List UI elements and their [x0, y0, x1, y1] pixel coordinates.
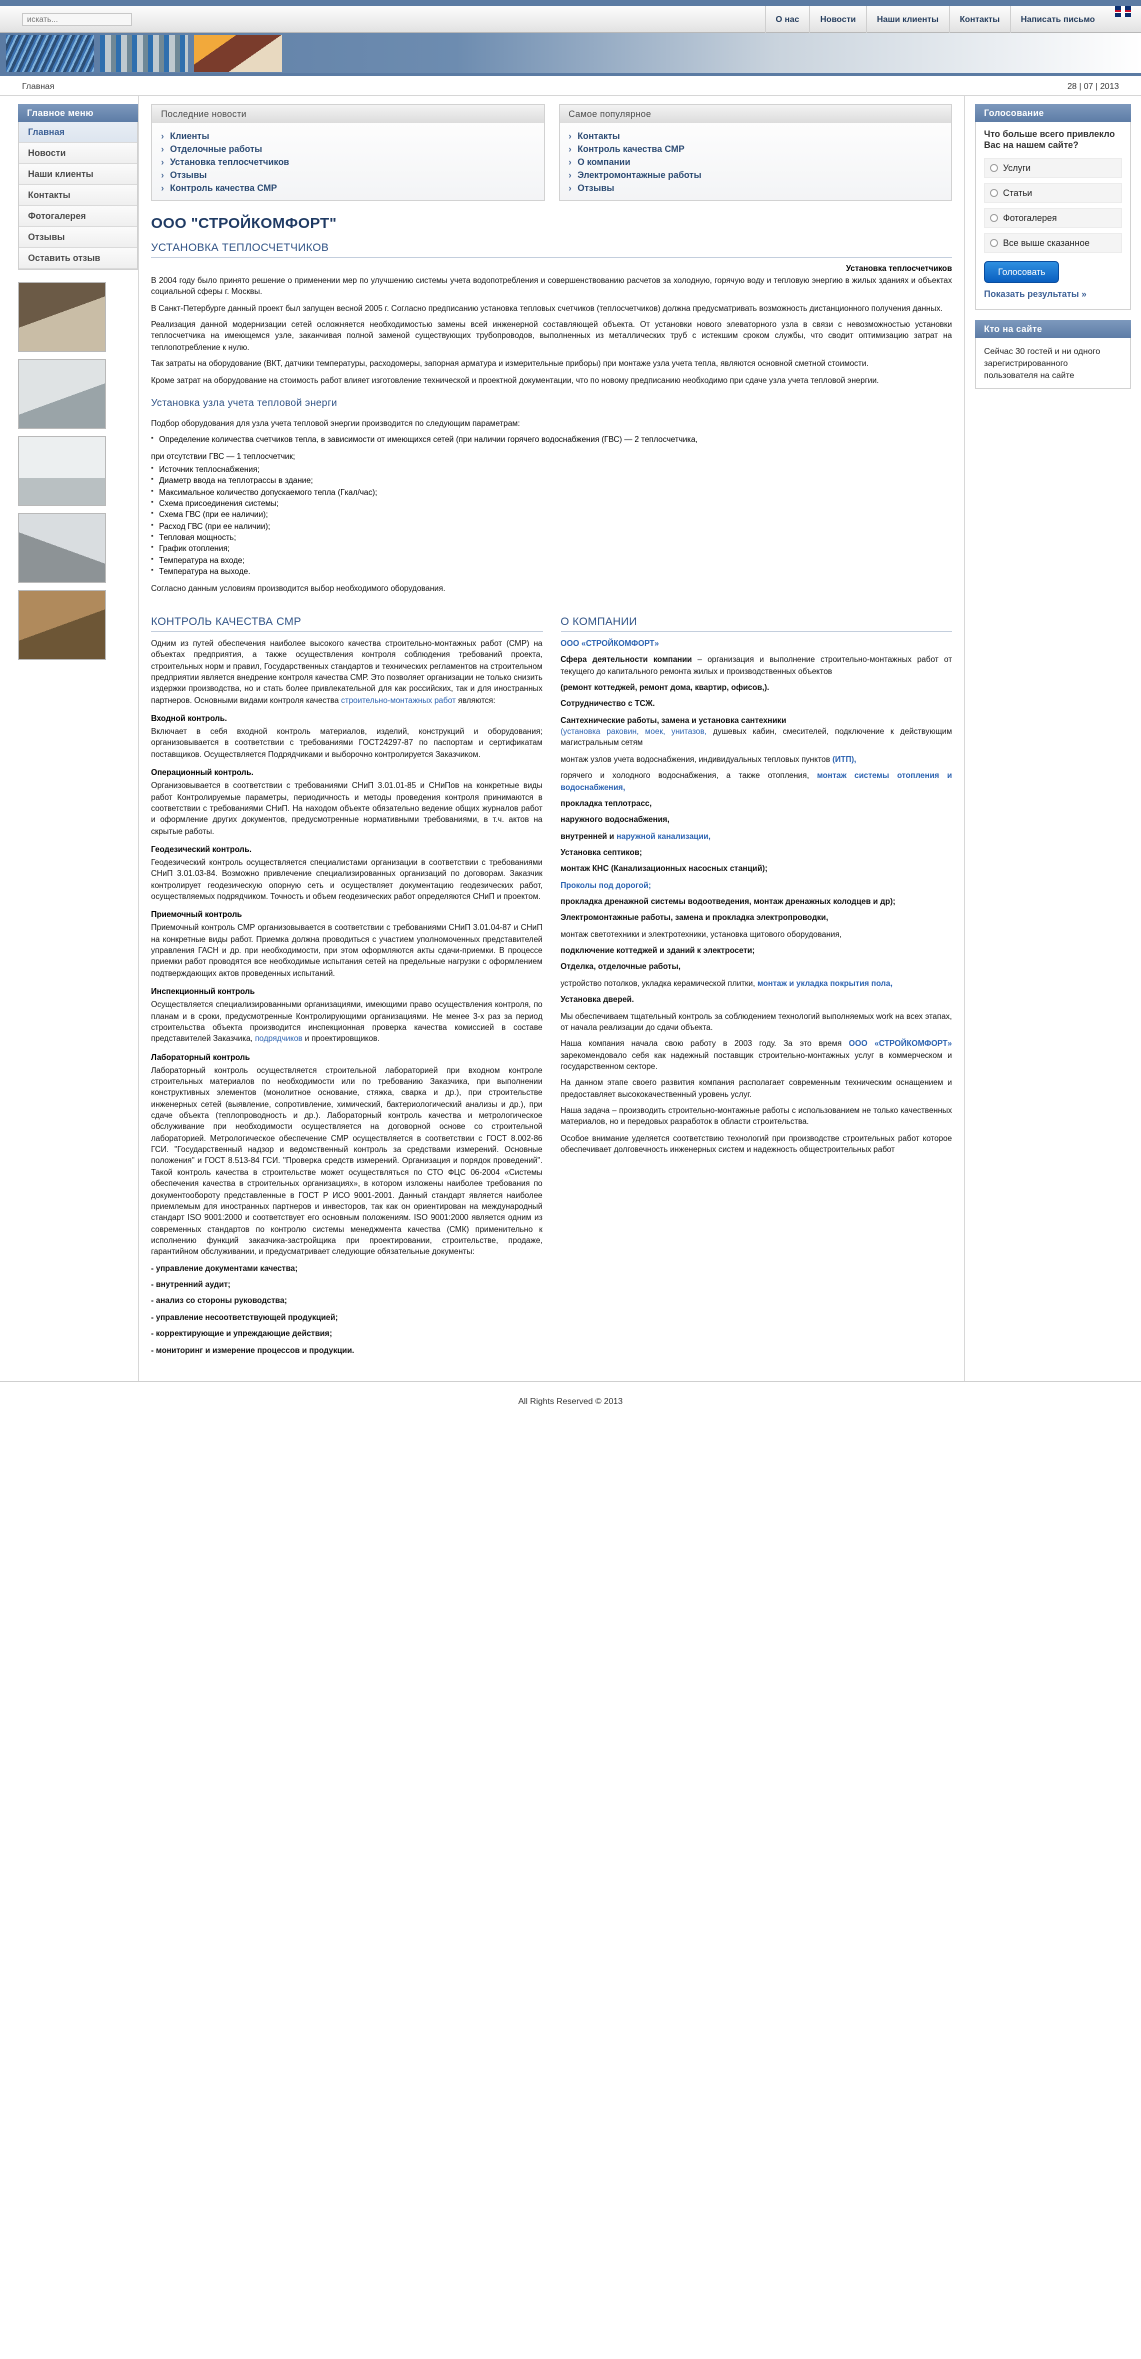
news-widget-title: Последние новости: [151, 104, 545, 123]
service-title: внутренней и: [560, 831, 615, 841]
smr-column: [151, 606, 543, 1361]
heat-parameters-list-2: [151, 464, 952, 578]
who-online-text: Сейчас 30 гостей и ни одного зарегистрированного пользователя на сайте: [975, 338, 1131, 390]
section-heading-heatmeters: УСТАНОВКА ТЕПЛОСЧЕТЧИКОВ: [151, 242, 952, 258]
service-text: горячего и холодного водоснабжения, а также отопления,: [560, 771, 810, 781]
list-item: ▪ Схема ГВС (при ее наличии);: [151, 509, 952, 520]
smr-block-link[interactable]: подрядчиков: [254, 1034, 303, 1044]
list-item: ▪ Температура на входе;: [151, 555, 952, 566]
list-item: ▪ Определение количества счетчиков тепла, в зависимости от имеющихся сетей (при наличии горячего водоснабжения (ГВС) — 2 теплосчетчика,: [151, 434, 952, 445]
list-item[interactable]: [560, 155, 952, 168]
smr-block-text: Геодезический контроль осуществляется специалистами организации в соответствии с требованиями СНиП 3.01.03-84. Возможно привлечение специализированных организаций по договорам. Заказчик контролирует геодезическую опорную сеть и осуществляет документацию геодезических работ, осуществляемых подрядчиком. Точность и объем геодезических работ определяются СНиП и проектом.: [151, 857, 543, 902]
popular-link[interactable]: О компании: [577, 156, 631, 167]
smr-intro-tail: являются:: [458, 695, 496, 705]
service-item: [561, 978, 953, 989]
radio-icon[interactable]: [990, 239, 998, 247]
about-history-2: На данном этапе своего развития компания располагает современным техническим оснащением и предоставляет высококачественный уровень услуг.: [560, 1078, 952, 1099]
poll-title: Голосование: [975, 104, 1131, 122]
service-item: [561, 770, 953, 793]
smr-block-text: Лабораторный контроль осуществляется строительной лабораторией при входном контроле строительных материалов по необходимости или по требованию Заказчика, при выполнении конструктивных элементов (монолитное основание, стяжка, сварка и др.), при строительстве инженерных сетей (выявление, сопротивление, химический, бактериологический анализы и др.), при сдаче объекта (теплопроводность и др.). Лабораторный контроль качества и метрологическое обслуживание при необходимости осуществляется на договорной основе со строительной лабораторией. Метрологическое обеспечение СМР осуществляется в соответствии с ГОСТ 8.002-86 ГСИ. "Государственный надзор и ведомственный контроль за средствами измерений. Основные положения" и ГОСТ 8.513-84 ГСИ. "Проверка средств измерений. Организация и порядок проведений". Такой контроль качества в строительстве может осуществляться по СТО ФЦС 06-2004 «Системы обеспечения качества в строительных организациях», в котором изложены наиболее требования по документообороту представленные в ГОСТ Р ИСО 9001-2001. Данный стандарт является наиболее приемлемым для иностранных партнеров и инвесторов, так как он ориентирован на международный стандарт ISO 9001:2000 и соответствует его основным положениям. ISO 9001:2000 является одним из современных стандартов по контролю системы менеджмента качества (СМК) применительно к исполнению функций заказчика-застройщика при проектировании, строительстве, продаже, гарантийном обслуживании, и предусматривает следующие обязательные документы:: [151, 1065, 543, 1257]
popular-link[interactable]: Контакты: [577, 130, 620, 141]
uk-flag-icon[interactable]: [1115, 6, 1131, 17]
service-item: [561, 715, 953, 749]
smr-block-text: Приемочный контроль СМР организовывается в соответствии с требованиями СНиП 3.01.04-87 и СНиП на конкретные виды работ. Приемка должна проводиться с участием уполномоченных представителей управления ГАСН и др. при необходимости, при этом оформляются акты сдачи-приемки. В процессе приемки работ проводятся все необходимые испытания сетей на предельные нагрузки с оформлением подтверждающих актов проведенных испытаний.: [151, 923, 543, 978]
service-item: монтаж КНС (Канализационных насосных станций);: [560, 864, 768, 874]
sidebar-item-leave-review[interactable]: Оставить отзыв: [19, 248, 137, 269]
radio-icon[interactable]: [990, 189, 998, 197]
list-item[interactable]: [152, 129, 544, 142]
smr-block-body: Осуществляется специализированными организациями, имеющими право осуществления контроля, по планам и в сроки, предусмотренные Контролирующими организациями. Не менее 3-х раз за период строительства объекта производится инспекционная проверка качества комиссией в составе представителей Заказчика,: [151, 1000, 543, 1044]
show-results-link[interactable]: Показать результаты »: [984, 288, 1087, 299]
about-company-link[interactable]: ООО «СТРОЙКОМФОРТ»: [560, 638, 659, 648]
poll-option-services[interactable]: [984, 158, 1122, 178]
service-link[interactable]: (ИТП),: [832, 754, 857, 764]
section-heading-smr: КОНТРОЛЬ КАЧЕСТВА СМР: [151, 616, 543, 632]
gallery-thumb[interactable]: [18, 436, 106, 506]
list-item: ▪ Расход ГВС (при ее наличии);: [151, 521, 952, 532]
news-link[interactable]: Контроль качества СМР: [170, 182, 277, 193]
sidebar-item-gallery[interactable]: Фотогалерея: [19, 206, 137, 227]
popular-widget: [559, 104, 953, 201]
current-date: 28 | 07 | 2013: [1067, 80, 1119, 91]
service-item: монтаж светотехники и электротехники, установка щитового оборудования,: [560, 929, 842, 939]
list-item[interactable]: [152, 142, 544, 155]
smr-block-title: Операционный контроль.: [151, 768, 254, 778]
gallery-thumb[interactable]: [18, 513, 106, 583]
page-layout: [0, 96, 1141, 1381]
service-item: подключение коттеджей и зданий к электросети;: [560, 946, 755, 956]
list-item[interactable]: [152, 181, 544, 194]
smr-block-text: Включает в себя входной контроль материалов, изделий, конструкций и оборудования; организовывается в соответствии с требованиями ГОСТ24297-87 по паспортам и сертификатам поставщиков. Осуществляется Подрядчиками и выборочно контролируется Заказчиком.: [151, 727, 543, 759]
right-sidebar: [965, 96, 1141, 1381]
smr-tail-item: - анализ со стороны руководства;: [151, 1296, 288, 1306]
poll-option-label: Все выше сказанное: [1003, 237, 1090, 248]
service-item: Отделка, отделочные работы,: [560, 962, 681, 972]
service-item: Установка дверей.: [560, 995, 634, 1005]
service-link[interactable]: наружной канализации,: [616, 831, 711, 841]
history-company-link[interactable]: ООО «СТРОЙКОМФОРТ»: [848, 1039, 952, 1049]
history-text-b: зарекомендовало себя как надежный поставщик строительно-монтажных услуг в коммерческом и государственном секторе.: [560, 1050, 952, 1071]
about-scope: [561, 654, 953, 677]
poll-option-gallery[interactable]: [984, 208, 1122, 228]
smr-block-title: Приемочный контроль: [151, 910, 242, 920]
left-gutter: [0, 96, 18, 1381]
about-history-4: Особое внимание уделяется соответствию технологий при производстве строительных работ которое обеспечивает долговечность инженерных систем и надежность общестроительных работ: [560, 1133, 952, 1155]
news-link[interactable]: Установка теплосчетчиков: [170, 156, 290, 167]
list-item: ▪ Тепловая мощность;: [151, 532, 952, 543]
list-item[interactable]: [152, 155, 544, 168]
smr-intro-text: Одним из путей обеспечения наиболее высокого качества строительно-монтажных работ (СМР) на объектах предприятия, а также осуществления контроля соблюдения требований проекта, строительных норм и правил, Государственных стандартов и технических регламентов на строительном предприятии является внедрение контроля качества СМР. Это позволяет организации не только снизить издержки производства, но и стать более привлекательной для как российских, так и для иностранных партнеров. Основными видами контроля качества: [151, 638, 543, 705]
section-heading-about: О КОМПАНИИ: [561, 616, 953, 632]
news-link[interactable]: Отзывы: [170, 169, 207, 180]
poll-option-label: Услуги: [1003, 162, 1031, 173]
gallery-thumb[interactable]: [18, 282, 106, 352]
page-title: ООО "СТРОЙКОМФОРТ": [151, 215, 337, 232]
news-widget: [151, 104, 545, 201]
main-content: [138, 96, 965, 1381]
breadcrumb-current[interactable]: Главная: [22, 80, 55, 91]
poll-option-label: Фотогалерея: [1003, 212, 1057, 223]
list-item: ▪ График отопления;: [151, 543, 952, 554]
header-banner: [0, 33, 1141, 76]
list-item[interactable]: [560, 181, 952, 194]
service-item: Установка септиков;: [560, 847, 643, 857]
gallery-thumb[interactable]: [18, 590, 106, 660]
heat-closing: Согласно данным условиям производится выбор необходимого оборудования.: [151, 583, 446, 593]
banner-photo-electrical: [6, 35, 94, 72]
poll-widget: [975, 122, 1131, 310]
popular-link[interactable]: Контроль качества СМР: [577, 143, 685, 154]
sidebar: [18, 96, 138, 1381]
service-item: наружного водоснабжения,: [560, 815, 670, 825]
list-item[interactable]: [152, 168, 544, 181]
poll-option-articles[interactable]: [984, 183, 1122, 203]
about-scope-note: (ремонт коттеджей, ремонт дома, квартир, офисов,).: [560, 682, 770, 692]
service-item: прокладка дренажной системы водоотведения, монтаж дренажных колодцев и др);: [560, 897, 896, 907]
smr-tail-item: - внутренний аудит;: [151, 1280, 231, 1290]
nav-item-contacts[interactable]: Контакты: [949, 6, 1010, 33]
service-link[interactable]: монтаж системы отопления и водоснабжения,: [560, 771, 952, 792]
sidebar-item-home[interactable]: Главная: [19, 122, 137, 143]
smr-intro-link[interactable]: строительно-монтажных работ: [341, 695, 456, 705]
popular-widget-body: [559, 123, 953, 201]
top-widgets-row: [151, 104, 952, 201]
list-item: ▪ Источник теплоснабжения;: [151, 464, 952, 475]
banner-photo-plumbing: [100, 35, 188, 72]
heat-paragraph: Реализация данной модернизации сетей осложняется необходимостью замены всей инженерной составляющей объекта. От установки нового элеваторного узла в связи с невозможностью установки теплосчетчика на имеющемся узле, заканчивая полной заменой существующих трубопроводов, выполненных из металлических труб с истекшим сроком службы, что сводит оптимизацию затрат на теплопотребление к нулю.: [151, 320, 952, 352]
smr-block-tail: и проектировщиков.: [304, 1034, 380, 1044]
heat-paragraph: В 2004 году было принято решение о применении мер по улучшению системы учета водопотребления и совершенствованию расчетов за холодную, горячую воду и тепловую энергию в жилых зданиях и объектах социальной сферы г. Москвы.: [151, 276, 952, 297]
smr-tail-item: - мониторинг и измерение процессов и продукции.: [151, 1345, 355, 1355]
service-item: прокладка теплотрасс,: [560, 798, 652, 808]
popular-link[interactable]: Электромонтажные работы: [577, 169, 702, 180]
history-text-a: Наша компания начала свою работу в 2003 году. За это время: [560, 1039, 842, 1049]
service-link[interactable]: монтаж и укладка покрытия пола,: [757, 978, 893, 988]
who-online-title: Кто на сайте: [975, 320, 1131, 338]
vote-button[interactable]: Голосовать: [984, 261, 1059, 283]
radio-icon[interactable]: [990, 214, 998, 222]
news-link[interactable]: Клиенты: [170, 130, 210, 141]
service-text: душевых кабин, смесителей, подключение к действующим магистральным сетям: [560, 727, 953, 748]
about-column: [561, 606, 953, 1361]
service-link[interactable]: Проколы под дорогой;: [560, 880, 652, 890]
smr-intro: [151, 638, 543, 706]
news-link[interactable]: Отделочные работы: [170, 143, 263, 154]
sidebar-item-reviews[interactable]: Отзывы: [19, 227, 137, 248]
nav-item-write-letter[interactable]: Написать письмо: [1010, 6, 1105, 33]
sidebar-item-clients[interactable]: Наши клиенты: [19, 164, 137, 185]
search-input[interactable]: [22, 13, 132, 26]
heat-paragraph: Так затраты на оборудование (ВКТ, датчики температуры, расходомеры, запорная арматура и измерительные приборы) при монтаже узла учета тепла, являются основной сметной стоимости.: [151, 359, 869, 369]
radio-icon[interactable]: [990, 164, 998, 172]
about-quality: Мы обеспечиваем тщательный контроль за соблюдением технологий выполняемых work на всех этапах, от начала реализации до сдачи объекта.: [560, 1011, 952, 1032]
smr-block-title: Геодезический контроль.: [151, 844, 252, 854]
service-item: [561, 831, 953, 842]
list-item: ▪ Схема присоединения системы;: [151, 498, 952, 509]
heat-parameters-list: [151, 434, 952, 445]
poll-option-all[interactable]: [984, 233, 1122, 253]
sidebar-item-contacts[interactable]: Контакты: [19, 185, 137, 206]
nav-item-clients[interactable]: Наши клиенты: [866, 6, 949, 33]
smr-block-title: Лабораторный контроль: [151, 1052, 250, 1062]
list-item[interactable]: [560, 129, 952, 142]
sidebar-title: Главное меню: [18, 104, 138, 122]
heat-node-intro: Подбор оборудования для узла учета тепловой энергии производится по следующим параметрам:: [151, 418, 520, 428]
smr-block-title: Инспекционный контроль: [151, 987, 255, 997]
service-link[interactable]: (установка раковин, моек, унитазов,: [560, 727, 707, 737]
popular-link[interactable]: Отзывы: [577, 182, 615, 193]
about-scope-text: – организация и выполнение строительно-монтажных работ от текущего до капитального ремонта жилых и производственных объектов: [560, 655, 952, 676]
two-column-section: [151, 606, 952, 1361]
service-item: Электромонтажные работы, замена и прокладка электропроводки,: [560, 913, 829, 923]
heat-lead: Установка теплосчетчиков: [846, 264, 952, 273]
poll-question: Что больше всего привлекло Вас на нашем сайте?: [984, 129, 1115, 151]
smr-block-title: Входной контроль.: [151, 714, 227, 724]
search-bar: [0, 6, 1141, 33]
service-text: устройство потолков, укладка керамической плитки,: [560, 978, 756, 988]
breadcrumb-bar: [0, 76, 1141, 96]
service-text: монтаж узлов учета водоснабжения, индивидуальных тепловых пунктов: [560, 754, 831, 764]
gallery-thumb[interactable]: [18, 359, 106, 429]
heat-bullet-note: при отсутствии ГВС — 1 теплосчетчик;: [151, 451, 296, 461]
smr-tail-item: - корректирующие и упреждающие действия;: [151, 1329, 333, 1339]
about-coop: Сотрудничество с ТСЖ.: [560, 699, 655, 709]
list-item: ▪ Температура на выходе.: [151, 566, 952, 577]
top-navigation: [765, 6, 1141, 33]
section-heading-heatnode: Установка узла учета тепловой энерги: [151, 397, 338, 409]
sidebar-item-news[interactable]: Новости: [19, 143, 137, 164]
about-scope-label: Сфера деятельности компании: [560, 655, 692, 665]
news-widget-body: [151, 123, 545, 201]
service-title: Сантехнические работы, замена и установка сантехники: [560, 715, 787, 725]
footer-copyright: All Rights Reserved © 2013: [518, 1395, 623, 1406]
about-history-1: [561, 1038, 953, 1072]
nav-item-news[interactable]: Новости: [809, 6, 866, 33]
list-item[interactable]: [560, 142, 952, 155]
list-item[interactable]: [560, 168, 952, 181]
smr-block-text: Организовывается в соответствии с требованиями СНиП 3.01.01-85 и СНиПов на конкретные виды работ Контролируемые параметры, периодичность и методы проведения контроля принимаются в соответствии с требованиями СНиП. На находом объекте обязательно ведение общих журналов работ и оформление других документов, предусмотренные нормативными требованиями, в т.ч. актов на скрытые работы.: [151, 781, 543, 836]
smr-tail-item: - управление документами качества;: [151, 1263, 298, 1273]
heat-paragraph: Кроме затрат на оборудование на стоимость работ влияет изготовление технической и проектной документации, что по новому предписанию необходимо при сдаче узла учета тепловой энергии.: [151, 375, 879, 385]
sidebar-menu: [18, 122, 138, 270]
about-history-3: Наша задача – производить строительно-монтажные работы с использованием не только качественных материалов, но и передовых разработок в области строительства.: [560, 1106, 952, 1127]
service-item: [561, 754, 953, 765]
banner-photo-finishing: [194, 35, 282, 72]
list-item: ▪ Диаметр ввода на теплотрассы в здание;: [151, 475, 952, 486]
list-item: ▪ Максимальное количество допускаемого тепла (Гкал/час);: [151, 487, 952, 498]
sidebar-photo-gallery: [18, 282, 138, 660]
nav-item-about[interactable]: О нас: [765, 6, 810, 33]
smr-tail-item: - управление несоответствующей продукцией;: [151, 1312, 338, 1322]
poll-option-label: Статьи: [1003, 187, 1033, 198]
smr-block-text: [151, 999, 543, 1044]
heat-paragraph: В Санкт-Петербурге данный проект был запущен весной 2005 г. Согласно предписанию установка тепловых счетчиков (теплосчетчиков) должна предусматривать возможность дистанционного получения данных.: [151, 303, 943, 313]
popular-widget-title: Самое популярное: [559, 104, 953, 123]
